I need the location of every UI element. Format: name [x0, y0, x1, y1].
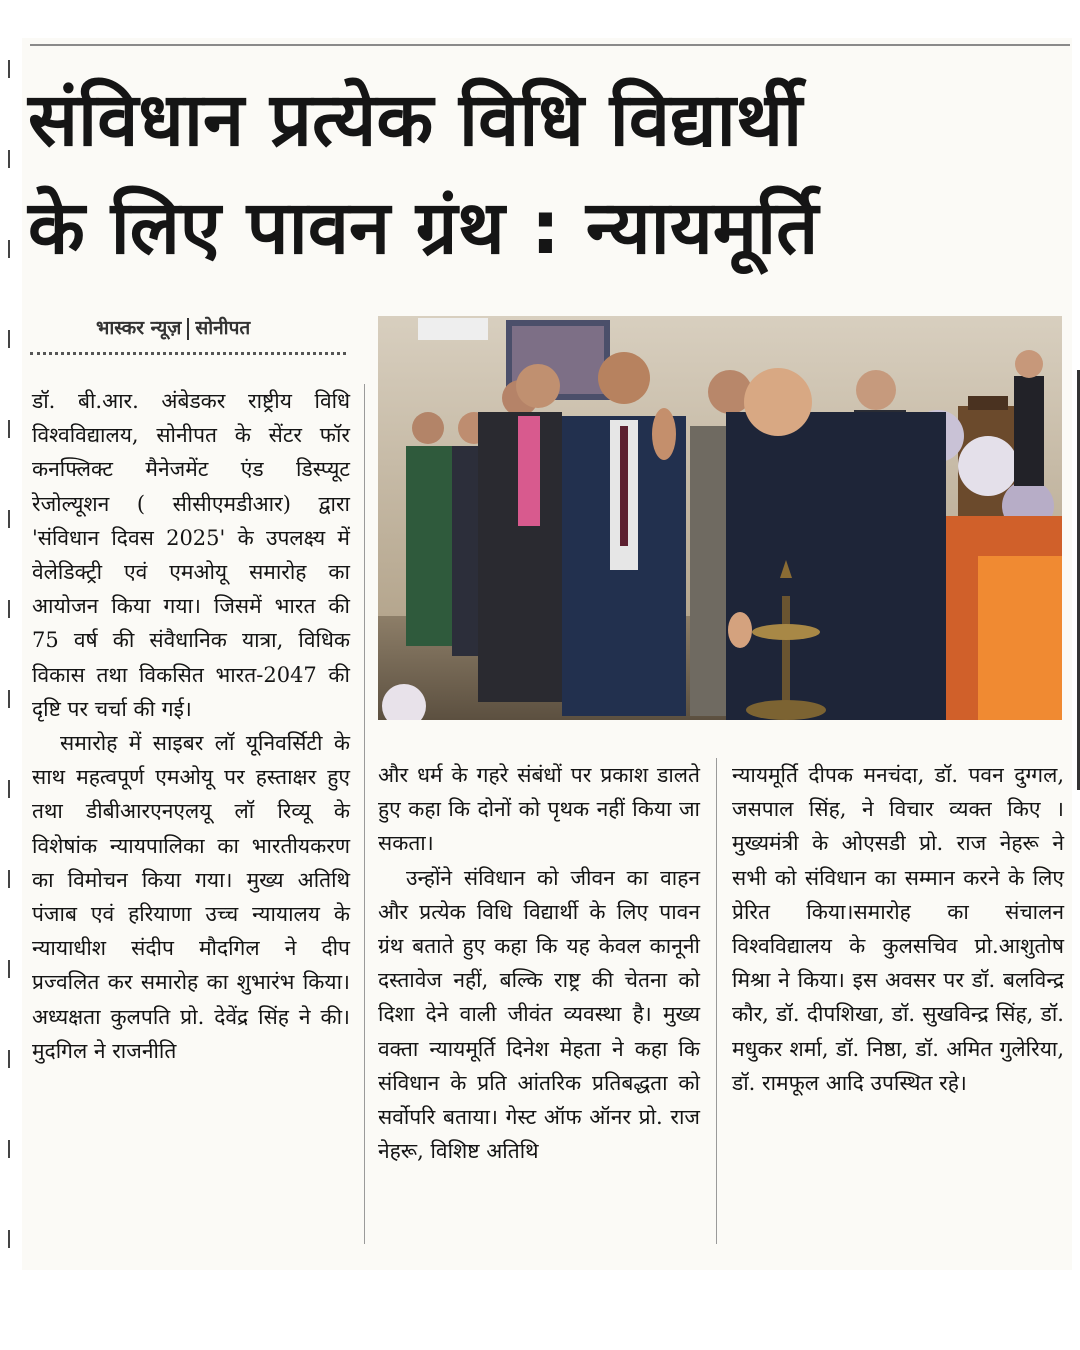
byline-source: भास्कर न्यूज़	[96, 317, 182, 339]
cut-edge-marks	[8, 60, 10, 1260]
article-column-1	[32, 384, 350, 1068]
column-divider-1	[364, 384, 365, 1244]
clipping-top-border	[30, 44, 1070, 46]
event-photo	[378, 316, 1062, 720]
article-column-2	[378, 758, 700, 1168]
byline-separator	[187, 318, 189, 340]
column-1-paragraph-2: समारोह में साइबर लॉ यूनिवर्सिटी के साथ महत्वपूर्ण एमओयू पर हस्ताक्षर हुए तथा डीबीआरएनएलयू लॉ रिव्यू के विशेषांक न्यायपालिका का भारतीयकरण का विमोचन किया गया। मुख्य अतिथि पंजाब एवं हरियाणा उच्च न्यायालय के न्यायाधीश संदीप मौदगिल ने दीप प्रज्वलित कर समारोह का शुभारंभ किया। अध्यक्षता कुलपति प्रो. देवेंद्र सिंह ने की। मुदगिल ने राजनीति	[32, 731, 350, 1063]
column-1-paragraph-1: डॉ. बी.आर. अंबेडकर राष्ट्रीय विधि विश्वविद्यालय, सोनीपत के सेंटर फॉर कनफ्लिक्ट मैनेजमेंट एंड डिस्प्यूट रेजोल्यूशन ( सीसीएमडीआर) द्वारा 'संविधान दिवस 2025' के उपलक्ष्य में वेलेडिक्ट्री एवं एमओयू समारोह का आयोजन किया गया। जिसमें भारत की 75 वर्ष की संवैधानिक यात्रा, विधिक विकास तथा विकसित भारत-2047 की दृष्टि पर चर्चा की गई।	[32, 389, 350, 721]
lamp-lighting-photo	[378, 316, 1062, 720]
column-3-paragraph-1: न्यायमूर्ति दीपक मनचंदा, डॉ. पवन दुग्गल, जसपाल सिंह, ने विचार व्यक्त किए । मुख्यमंत्री के ओएसडी प्रो. राज नेहरू ने सभी को संविधान का सम्मान करने के लिए प्रेरित किया।समारोह का संचालन विश्वविद्यालय के कुलसचिव प्रो.आशुतोष मिश्रा ने किया। इस अवसर पर डॉ. बलविन्द्र कौर, डॉ. दीपशिखा, डॉ. सुखविन्द्र सिंह, डॉ. मधुकर शर्मा, डॉ. निष्ठा, डॉ. अमित गुलेरिया, डॉ. रामफूल आदि उपस्थित रहे।	[732, 763, 1064, 1095]
headline-line-1: संविधान प्रत्येक विधि विद्यार्थी	[28, 77, 803, 163]
column-divider-2	[716, 758, 717, 1244]
article-column-3	[732, 758, 1064, 1100]
headline	[28, 66, 1058, 282]
headline-line-2: के लिए पावन ग्रंथ : न्यायमूर्ति	[28, 185, 819, 271]
byline	[96, 314, 250, 340]
column-2-paragraph-2: उन्होंने संविधान को जीवन का वाहन और प्रत्येक विधि विद्यार्थी के लिए पावन ग्रंथ बताते हुए कहा कि यह केवल कानूनी दस्तावेज नहीं, बल्कि राष्ट्र की चेतना को दिशा देने वाली जीवंत व्यवस्था है। मुख्य वक्ता न्यायमूर्ति दिनेश मेहता ने कहा कि संविधान के प्रति आंतरिक प्रतिबद्धता को सर्वोपरि बताया। गेस्ट ऑफ ऑनर प्रो. राज नेहरू, विशिष्ट अतिथि	[378, 865, 700, 1164]
byline-dotted-rule	[30, 352, 346, 355]
byline-place: सोनीपत	[195, 317, 251, 339]
column-2-paragraph-1: और धर्म के गहरे संबंधों पर प्रकाश डालते हुए कहा कि दोनों को पृथक नहीं किया जा सकता।	[378, 763, 700, 856]
